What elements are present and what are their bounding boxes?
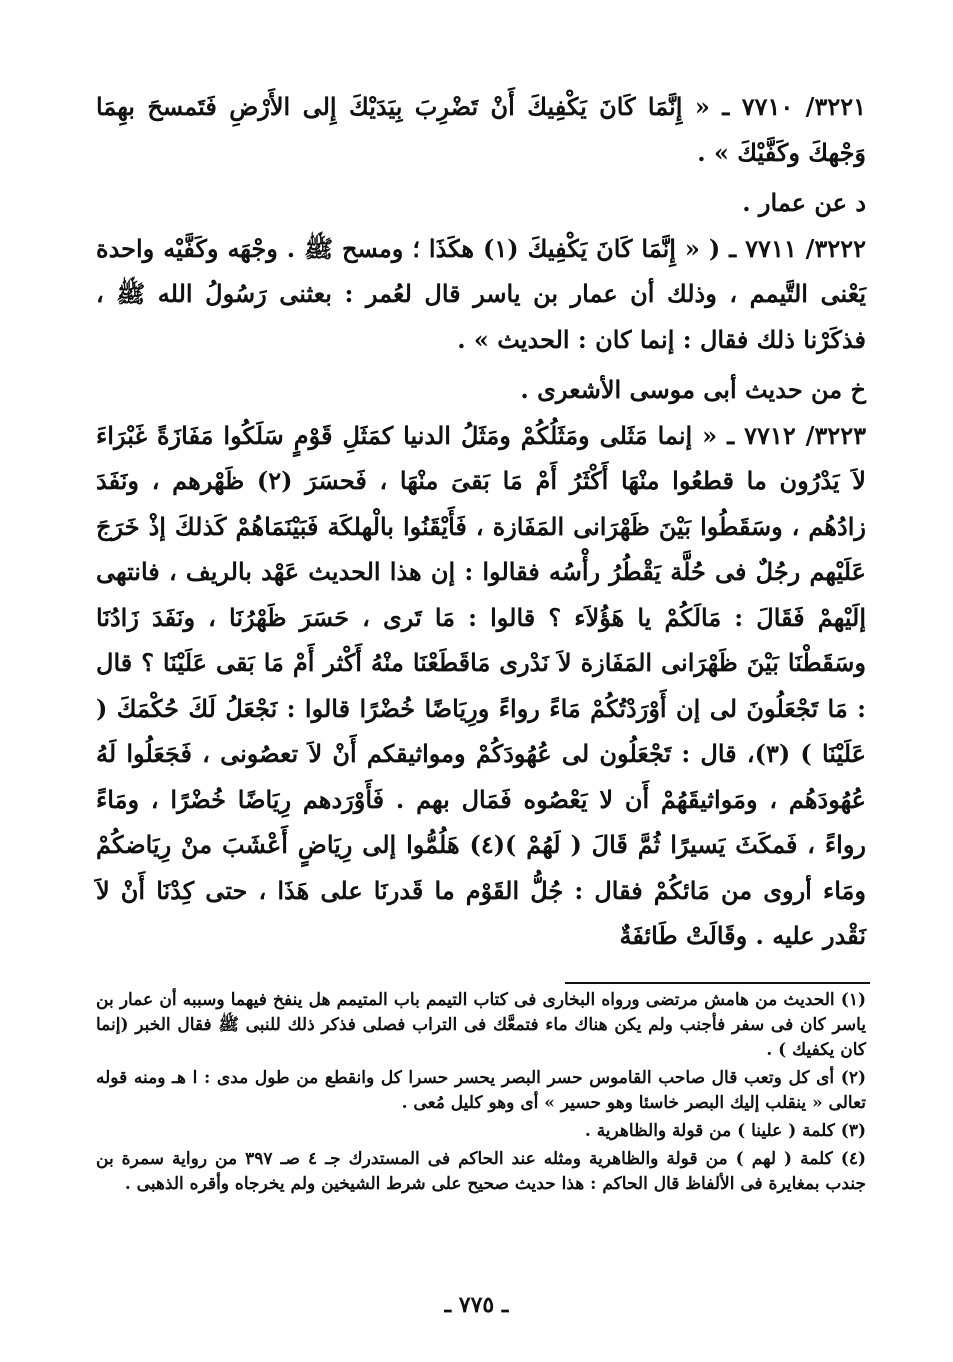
footnote-1: (١) الحديث من هامش مرتضى ورواه البخارى فى كتاب التيمم باب المتيمم هل ينفخ فيهما وسببه أن عمار بن ياسر كان فى سفر فأجنب ولم يكن هناك ماء فتمعَّك فى التراب فصلى فذكر ذلك للنبى ﷺ فقال الخبر (إنما كان يكفيك ) . bbox=[96, 990, 866, 1060]
hadith-3223: ٣٢٢٣/ ٧٧١٢ ـ « إنما مَثَلى ومَثَلُكُمْ ومَثَلُ الدنيا كمَثَلِ قَوْمٍ سَلَكُوا مَفَازَةً غَبْرَاءَ لاَ يَدْرُون ما قطعُوا منْهَا أَكْثَرُ أَمْ مَا بَقىَ منْهَا ، فَحسَرَ (٢) ظَهْرهم ، ونَفَدَ زادُهُم ، وسَقَطُوا بَيْنَ ظَهْرَانى المَفَازة ، فَأَيْقَنُوا بالْهلكَة فَبَيْنَمَاهُمْ كَذلكَ إذْ خَرَجَ عَلَيْهم رجُلٌ فى حُلَّة يَقْطُرُ رأْسُه فقالوا : إن هذا الحديث عَهْد بالريف ، فانتهى إلَيْهمْ فَقَالَ : مَالَكُمْ يا هَؤُلاَء ؟ قالوا : مَا تَرى ، حَسَرَ ظَهْرُنَا ، ونَفَدَ زَادُنَا وسَقَطْنَا بَيْنَ ظَهْرَانى المَفَازة لاَ نَدْرى مَاقَطَعْنَا منْهُ أَكْثر أَمْ مَا بَقى عَلَيْنَا ؟ قال : مَا تَجْعَلُونَ لى إن أَوْرَدْتُكُمْ مَاءً رواءً ورِيَاضًا خُضْرًا قالوا : نَجْعَلُ لَكَ حُكْمَكَ ( عَلَيْنَا ) (٣)، قال : تَجْعَلُون لى عُهُودَكُمْ ومواثيقكم أَنْ لاَ تعصُونى ، فَجَعَلُوا لَهُ عُهُودَهُم ، ومَواثيقَهُمْ أَن لا يَعْصُوه فَمَال بهم . فَأَوْرَدهم رِيَاضًا خُضْرًا ، ومَاءً رواءً ، فَمكَثَ يَسيرًا ثُمَّ قَالَ ( لَهُمْ )(٤) هَلُمُّوا إلى رِيَاضٍ أَعْشَبَ منْ رِيَاضكُمْ ومَاء أروى من مَائكُمْ فقال : جُلُّ القَوْم ما قَدرنَا على هَذَا ، حتى كِدْنَا أَنْ لاَ نَقْدر عليه . وقَالَتْ طَائفَةٌ bbox=[96, 420, 867, 950]
hadith-3222: ٣٢٢٢/ ٧٧١١ ـ ( « إِنَّمَا كَانَ يَكْفِيكَ (١) هكَذَا ؛ ومسح ﷺ . وجْهَه وكَفَّيْه واحدة يَعْنى التَّيمم ، وذلك أن عمار بن ياسر قال لعُمر : بعثنى رَسُولُ الله ﷺ ، فذكَرْنا ذلك فقال : إنما كان : الحديث » . bbox=[96, 233, 867, 354]
page-number: ـ ٧٧٥ ـ bbox=[444, 1292, 509, 1318]
footnote-2: (٢) أى كل وتعب قال صاحب القاموس حسر البصر يحسر حسرا كل وانقطع من طول مدى : ا هـ ومنه قوله تعالى « ينقلب إليك البصر خاسئا وهو حسير » أى وهو كليل مُعى . bbox=[96, 1068, 866, 1113]
source-3221: د عن عمار . bbox=[742, 188, 866, 217]
footnotes bbox=[96, 988, 866, 1200]
footnote-divider bbox=[565, 982, 870, 984]
footnote-3: (٣) كلمة ( علينا ) من قولة والظاهرية . bbox=[584, 1121, 866, 1141]
footnote-4: (٤) كلمة ( لهم ) من قولة والظاهرية ومثله عند الحاكم فى المستدرك جـ ٤ صـ ٣٩٧ من رواية سمرة بن جندب بمغايرة فى الألفاظ قال الحاكم : هذا حديث صحيح على شرط الشيخين ولم يخرجاه وأقره الذهبى . bbox=[96, 1149, 866, 1194]
main-text bbox=[96, 84, 866, 964]
source-3222: خ من حديث أبى موسى الأشعرى . bbox=[520, 375, 866, 404]
hadith-3221: ٣٢٢١/ ٧٧١٠ ـ « إِنَّمَا كَانَ يَكْفِيكَ أَنْ تَضْرِبَ بِيَدَيْكَ إِلى الأَرْضِ فَتَمسحَ بهِمَا وَجْهكَ وكَفَّيْكَ » . bbox=[96, 92, 866, 167]
